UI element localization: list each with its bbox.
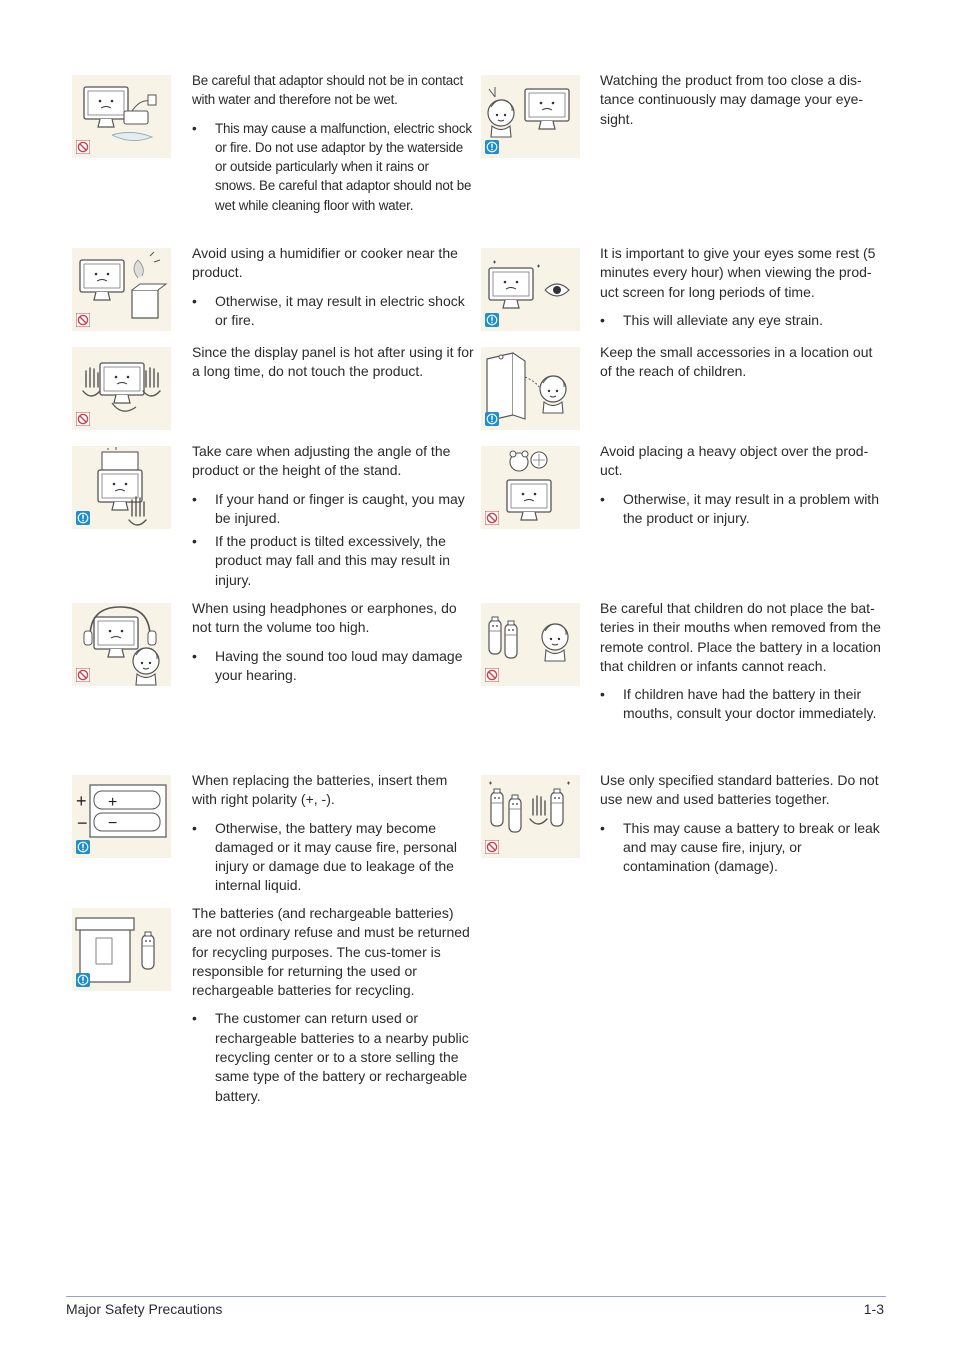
bullet-item: • This may cause a battery to break or leak and may cause fire, injury, or contamination (damage). <box>600 819 884 877</box>
svg-text:−: − <box>77 813 88 833</box>
svg-text:+: + <box>76 791 87 811</box>
caution-icon <box>485 313 499 327</box>
safety-heading: When using headphones or earphones, do not turn the volume too high. <box>192 600 457 636</box>
bullet-list <box>192 819 474 896</box>
safety-heading: Use only specified standard batteries. Do not use new and used batteries together. <box>600 772 879 808</box>
bullet-list <box>192 1009 474 1105</box>
footer-divider <box>66 1296 886 1297</box>
batteries-child-illustration <box>481 603 580 686</box>
bullet-item: • The customer can return used or rechargeable batteries to a nearby public recycling center or to a store selling the same type of the battery or rechargeable battery. <box>192 1009 474 1105</box>
humidifier-near-monitor-illustration <box>72 248 171 331</box>
prohibited-icon <box>76 668 90 682</box>
prohibited-icon <box>76 313 90 327</box>
child-close-to-monitor-illustration <box>481 75 580 158</box>
safety-heading: Be careful that adaptor should not be in contact with water and therefore not be wet. <box>192 73 464 108</box>
bullet-list <box>600 685 884 724</box>
bullet-item: • Otherwise, it may result in a problem with the product or injury. <box>600 490 884 529</box>
bullet-item: • This may cause a malfunction, electric shock or fire. Do not use adaptor by the waterside or outside particularly when it rains or snows. Be careful that adaptor should not be wet while cleaning floor with water. <box>192 119 472 215</box>
bullet-list <box>600 819 884 877</box>
prohibited-icon <box>76 412 90 426</box>
bullet-list <box>192 647 474 686</box>
bullet-item: • This will alleviate any eye strain. <box>600 311 884 330</box>
page-number: 1-3 <box>863 1301 884 1317</box>
prohibited-icon <box>76 140 90 154</box>
safety-heading: Take care when adjusting the angle of the product or the height of the stand. <box>192 443 451 479</box>
safety-heading: Keep the small accessories in a location out of the reach of children. <box>600 344 873 380</box>
bullet-item: • Otherwise, it may result in electric shock or fire. <box>192 292 474 331</box>
caution-icon <box>485 140 499 154</box>
bullet-list <box>192 292 474 331</box>
safety-heading: Avoid placing a heavy object over the prod-uct. <box>600 443 869 479</box>
safety-heading: It is important to give your eyes some rest (5 minutes every hour) when viewing the prod-uct screen for long periods of time. <box>600 245 876 300</box>
safety-heading: Watching the product from too close a dis-tance continuously may damage your eye-sight. <box>600 72 864 127</box>
bullet-list <box>192 490 474 590</box>
headphones-volume-illustration <box>72 603 171 686</box>
safety-heading: Be careful that children do not place the bat-teries in their mouths when removed from the remote control. Place the battery in a location that children or infants cannot reach. <box>600 600 881 674</box>
caution-icon <box>76 840 90 854</box>
prohibited-icon <box>485 511 499 525</box>
safety-heading: Since the display panel is hot after using it for a long time, do not touch the product. <box>192 344 474 380</box>
bullet-item: • If children have had the battery in their mouths, consult your doctor immediately. <box>600 685 884 724</box>
bullet-item: • Otherwise, the battery may become damaged or it may cause fire, personal injury or damage due to leakage of the internal liquid. <box>192 819 474 896</box>
prohibited-icon <box>485 668 499 682</box>
accessories-children-illustration <box>481 347 580 430</box>
hot-panel-touch-illustration <box>72 347 171 430</box>
safety-heading: The batteries (and rechargeable batteries) are not ordinary refuse and must be returned for recycling purposes. The cus-tomer is responsible for returning the used or rechargeable batteries for recycling. <box>192 905 470 999</box>
monitor-adaptor-water-illustration <box>72 75 171 158</box>
footer-section-title: Major Safety Precautions <box>66 1301 223 1317</box>
caution-icon <box>485 412 499 426</box>
caution-icon <box>76 973 90 987</box>
bullet-item: • Having the sound too loud may damage your hearing. <box>192 647 474 686</box>
bullet-list <box>192 119 472 215</box>
safety-heading: Avoid using a humidifier or cooker near the product. <box>192 245 458 281</box>
caution-icon <box>76 511 90 525</box>
bullet-list <box>600 490 884 529</box>
battery-recycling-illustration <box>72 908 171 991</box>
adjusting-stand-illustration <box>72 446 171 529</box>
eye-rest-monitor-illustration <box>481 248 580 331</box>
bullet-item: • If the product is tilted excessively, the product may fall and this may result in injury. <box>192 532 474 590</box>
battery-polarity-illustration <box>72 775 171 858</box>
svg-text:+: + <box>108 794 118 811</box>
bullet-item: • If your hand or finger is caught, you may be injured. <box>192 490 474 529</box>
mixed-batteries-illustration <box>481 775 580 858</box>
safety-heading: When replacing the batteries, insert them with right polarity (+, -). <box>192 772 448 808</box>
bullet-list <box>600 311 884 330</box>
heavy-object-on-monitor-illustration <box>481 446 580 529</box>
svg-text:−: − <box>108 815 118 832</box>
prohibited-icon <box>485 840 499 854</box>
